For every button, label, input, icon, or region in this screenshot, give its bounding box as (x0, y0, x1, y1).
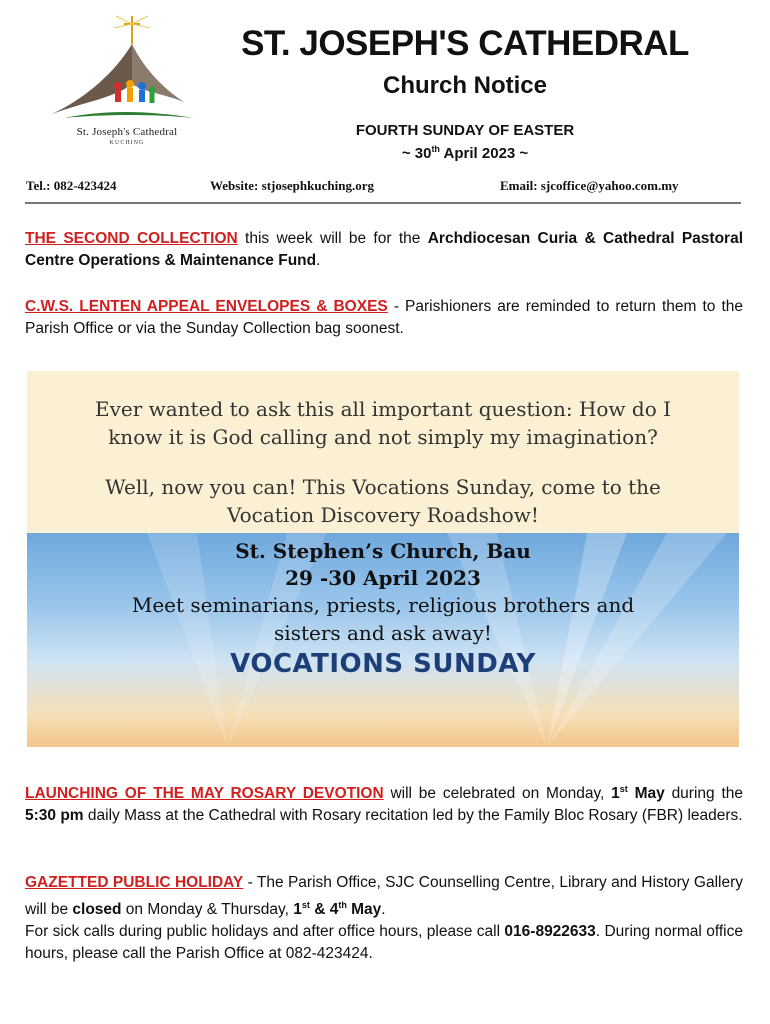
banner-sky-image (27, 533, 739, 747)
notice-second-collection: THE SECOND COLLECTION this week will be for the Archdiocesan Curia & Cathedral Pastoral Centre Operations & Maintenance Fund. (25, 230, 743, 269)
banner-question-line: Ever wanted to ask this all important question: How do I (94, 397, 671, 421)
page-subtitle: Church Notice (382, 72, 547, 99)
roadshow-description: Meet seminarians, priests, religious brothers and (131, 593, 635, 617)
banner-question-panel (27, 371, 739, 533)
notice-public-holiday: GAZETTED PUBLIC HOLIDAY - The Parish Office, SJC Counselling Centre, Library and History Gallery will be closed on Monday & Thursday, 1st & 4th May. For sick calls during public holidays and after office hours, please call 016-8922633. During normal office hours, please call the Parish Office at 082-423424. (25, 874, 743, 963)
liturgical-sunday: FOURTH SUNDAY OF EASTER (355, 122, 575, 139)
notice-cws-appeal: C.W.S. LENTEN APPEAL ENVELOPES & BOXES - Parishioners are reminded to return them to the Parish Office or via the Sunday Collection bag soonest. (25, 298, 743, 337)
sick-call-phone: 016-8922633 (504, 923, 596, 941)
banner-invite-line: Vocation Discovery Roadshow! (227, 503, 539, 527)
banner-invite-line: Well, now you can! This Vocations Sunday, come to the (105, 475, 661, 499)
contact-email[interactable]: Email: sjcoffice@yahoo.com.my (500, 178, 679, 193)
notice-heading: LAUNCHING OF THE MAY ROSARY DEVOTION (25, 785, 384, 803)
notice-may-rosary: LAUNCHING OF THE MAY ROSARY DEVOTION will be celebrated on Monday, 1st May during the 5:30 pm daily Mass at the Cathedral with Rosary recitation led by the Family Bloc Rosary (FBR) leaders. (25, 784, 743, 825)
logo-subtitle: KUCHING (109, 140, 145, 146)
notice-date: ~ 30th April 2023 ~ (401, 144, 529, 162)
notice-heading: GAZETTED PUBLIC HOLIDAY (25, 874, 244, 891)
vocations-banner (27, 371, 739, 747)
contact-website[interactable]: Website: stjosephkuching.org (210, 178, 374, 193)
page-title: ST. JOSEPH'S CATHEDRAL (241, 24, 689, 63)
roadshow-description: sisters and ask away! (274, 621, 492, 645)
logo-name: St. Joseph's Cathedral (76, 126, 178, 138)
notice-heading: C.W.S. LENTEN APPEAL ENVELOPES & BOXES (25, 298, 388, 315)
cross-icon (114, 16, 150, 44)
header-divider (25, 202, 741, 204)
roadshow-venue: St. Stephen’s Church, Bau (235, 539, 531, 563)
notice-heading: THE SECOND COLLECTION (25, 230, 238, 247)
vocations-sunday-title: VOCATIONS SUNDAY (230, 649, 536, 679)
contact-tel: Tel.: 082-423424 (26, 178, 117, 193)
roadshow-dates: 29 -30 April 2023 (285, 566, 481, 590)
banner-question-line: know it is God calling and not simply my imagination? (108, 425, 658, 449)
